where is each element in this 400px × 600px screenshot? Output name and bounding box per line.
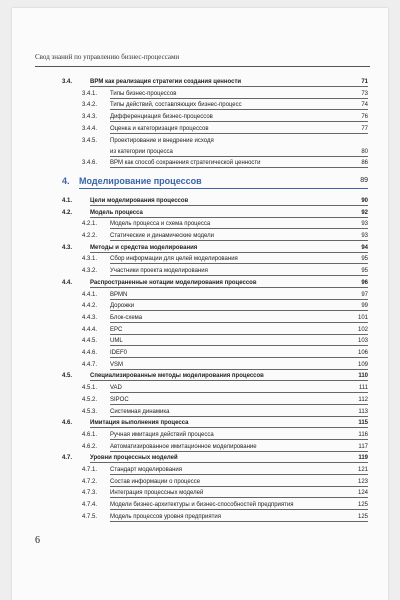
- toc-entry-number: 4.4.2.: [82, 303, 98, 310]
- toc-entry-title: EPC: [110, 326, 123, 333]
- toc-entry-title: BPM как способ сохранения стратегической ценности: [110, 160, 261, 167]
- toc-entry-page: 110: [358, 373, 368, 380]
- toc-entry-page: 125: [357, 502, 368, 509]
- toc-entry-number: 4.7.2.: [82, 478, 98, 485]
- toc-entry-title: Интеграция процессных моделей: [110, 490, 204, 497]
- toc-entry-title: Методы и средства моделирования: [90, 244, 198, 251]
- toc-leader-line: [110, 486, 368, 487]
- toc-entry-title: Модель процесса: [90, 209, 143, 216]
- toc-entry-page: 77: [361, 125, 368, 132]
- toc-entry-page: 102: [357, 326, 368, 333]
- toc-entry-page: 106: [357, 350, 368, 356]
- toc-leader-line: [90, 205, 368, 206]
- toc-entry-number: 4.4.3.: [82, 314, 98, 321]
- toc-entry-page: 93: [361, 221, 368, 228]
- toc-leader-line: [110, 404, 368, 405]
- toc-leader-line: [110, 310, 368, 311]
- toc-entry-page: 101: [357, 314, 368, 321]
- toc-entry-page: 119: [358, 455, 368, 462]
- toc-entry-page: 115: [358, 420, 368, 427]
- running-head: Свод знаний по управлению бизнес-процессами: [35, 53, 180, 61]
- toc-leader-line: [110, 299, 368, 300]
- toc-entry-number: 4.2.: [62, 209, 73, 216]
- toc-entry-page: 80: [361, 148, 368, 155]
- toc-leader-line: [90, 427, 368, 428]
- toc-entry-page: 117: [358, 443, 368, 450]
- toc-entry-title: Системная динамика: [110, 408, 170, 415]
- toc-leader-line: [110, 98, 368, 99]
- toc-entry-number: 4.2.1.: [82, 221, 98, 228]
- toc-entry-title: Моделирование процессов: [79, 175, 202, 186]
- toc-entry-number: 4.: [62, 175, 70, 186]
- toc-entry-title: Проектирование и внедрение исходя: [110, 137, 214, 144]
- toc-entry-page: 112: [358, 396, 368, 403]
- toc-entry-title: Дифференциация бизнес-процессов: [110, 114, 213, 121]
- toc-entry-title: Ручная имитация действий процесса: [110, 431, 214, 438]
- toc-entry-title: Модели бизнес-архитектуры и бизнес-способностей предприятия: [110, 502, 294, 509]
- toc-entry-number: 4.4.1.: [82, 291, 98, 298]
- toc-entry-page: 121: [357, 467, 368, 473]
- toc-entry-number: 3.4.: [62, 79, 73, 85]
- toc-entry-title: Блок-схема: [110, 314, 143, 321]
- toc-entry-page: 109: [357, 361, 368, 368]
- toc-entry-title: VAD: [110, 385, 122, 392]
- toc-entry-number: 4.7.: [62, 455, 73, 462]
- toc-entry-page: 123: [357, 478, 368, 485]
- toc-entry-number: 4.7.3.: [82, 490, 98, 497]
- toc-entry-title: Статические и динамические модели: [110, 233, 215, 239]
- toc-leader-line: [110, 369, 368, 370]
- toc-leader-line: [90, 217, 368, 218]
- toc-leader-line: [110, 474, 368, 475]
- toc-entry-page: 71: [361, 79, 368, 85]
- toc-leader-line: [110, 263, 368, 264]
- toc-entry-number: 4.4.7.: [82, 361, 98, 368]
- toc-entry-page: 103: [357, 338, 368, 345]
- toc-leader-line: [110, 334, 368, 335]
- toc-entry-page: 95: [361, 268, 368, 275]
- toc-entry-title: Дорожки: [110, 303, 135, 310]
- toc-entry-number: 3.4.3.: [82, 114, 98, 121]
- toc-leader-line: [110, 509, 368, 510]
- toc-entry-number: 4.1.: [62, 197, 73, 204]
- toc-entry-number: 4.7.4.: [82, 502, 98, 509]
- toc-entry-number: 4.6.2.: [82, 443, 98, 450]
- toc-entry-page: 76: [361, 114, 368, 121]
- toc-leader-line: [110, 109, 368, 110]
- toc-entry-title: Автоматизированное имитационное моделирование: [110, 443, 257, 450]
- page-number: 6: [35, 535, 40, 546]
- toc-entry-title: BPMN: [110, 291, 128, 298]
- toc-entry-title: SIPOC: [110, 396, 129, 403]
- header-rule: [35, 66, 370, 67]
- toc-leader-line: [110, 133, 368, 134]
- toc-entry-page: 94: [361, 244, 368, 251]
- toc-entry-title: Сбор информации для целей моделирования: [110, 256, 238, 263]
- toc-entry-title: Оценка и категоризация процессов: [110, 125, 209, 132]
- toc-leader-line: [110, 416, 368, 417]
- toc-leader-line: [110, 228, 368, 229]
- toc-entry-title: BPM как реализация стратегии создания ценности: [90, 79, 242, 85]
- toc-leader-line: [79, 188, 368, 189]
- toc-leader-line: [110, 439, 368, 440]
- toc-entry-number: 3.4.1.: [82, 90, 98, 97]
- toc-entry-page: 96: [361, 279, 368, 286]
- toc-entry-title: Участники проекта моделирования: [110, 268, 208, 275]
- toc-entry-page: 113: [358, 408, 368, 415]
- toc-entry-title: UML: [110, 338, 123, 345]
- toc-leader-line: [110, 357, 368, 358]
- toc-entry-number: 4.3.1.: [82, 256, 98, 263]
- toc-leader-line: [110, 121, 368, 122]
- toc-entry-page: 93: [361, 233, 368, 239]
- toc-entry-page: 116: [358, 431, 368, 438]
- toc-entry-title: Модель процесса и схема процесса: [110, 221, 211, 228]
- toc-entry-number: 4.4.5.: [82, 338, 98, 345]
- toc-entry-number: 4.3.: [62, 244, 73, 251]
- toc-leader-line: [110, 322, 368, 323]
- toc-entry-page: 99: [361, 303, 368, 310]
- toc-entry-page: 111: [358, 385, 368, 392]
- toc-entry-page: 73: [361, 90, 368, 97]
- toc-entry-number: 4.5.2.: [82, 396, 98, 403]
- toc-entry-number: 4.5.3.: [82, 408, 98, 415]
- toc-leader-line: [110, 451, 368, 452]
- toc-entry-title: Типы бизнес-процессов: [110, 90, 177, 97]
- toc-entry-number: 4.3.2.: [82, 268, 98, 275]
- toc-entry-number: 4.2.2.: [82, 233, 98, 239]
- toc-entry-title: Распространенные нотации моделирования процессов: [90, 279, 257, 286]
- toc-leader-line: [90, 252, 368, 253]
- toc-entry-number: 4.7.5.: [82, 513, 98, 520]
- toc-entry-title: Уровни процессных моделей: [90, 455, 178, 462]
- toc-entry-page: 74: [361, 102, 368, 109]
- toc-leader-line: [110, 240, 368, 241]
- toc-entry-number: 4.4.: [62, 279, 73, 286]
- toc-entry-number: 4.4.4.: [82, 326, 98, 333]
- toc-entry-title: Типы действий, составляющих бизнес-процесс: [110, 102, 242, 109]
- toc-leader-line: [110, 392, 368, 393]
- toc-entry-number: 4.7.1.: [82, 467, 98, 473]
- toc-entry-title: Специализированные методы моделирования процессов: [90, 373, 264, 380]
- toc-leader-line: [90, 380, 368, 381]
- toc-leader-line: [110, 497, 368, 498]
- toc-entry-page: 89: [360, 176, 368, 184]
- toc-leader-line: [90, 287, 368, 288]
- toc-entry-page: 86: [361, 160, 368, 167]
- toc-leader-line: [110, 275, 368, 276]
- toc-leader-line: [110, 167, 368, 168]
- book-page: [12, 8, 388, 600]
- toc-leader-line: [110, 521, 368, 522]
- toc-entry-title: Имитация выполнения процесса: [90, 420, 189, 427]
- toc-entry-number: 3.4.6.: [82, 160, 98, 167]
- toc-leader-line: [110, 345, 368, 346]
- toc-entry-number: 4.4.6.: [82, 350, 98, 356]
- toc-entry-page: 92: [361, 209, 368, 216]
- toc-entry-title: Цели моделирования процессов: [90, 197, 189, 204]
- toc-entry-page: 125: [357, 513, 368, 520]
- toc-entry-page: 90: [361, 197, 368, 204]
- toc-entry-number: 4.6.1.: [82, 431, 98, 438]
- toc-entry-page: 95: [361, 256, 368, 263]
- toc-entry-number: 4.5.: [62, 373, 73, 380]
- toc-leader-line: [90, 462, 368, 463]
- toc-entry-number: 3.4.2.: [82, 102, 98, 109]
- toc-entry-number: 4.6.: [62, 420, 73, 427]
- toc-entry-number: 4.5.1.: [82, 385, 98, 392]
- toc-entry-page: 97: [361, 291, 368, 298]
- toc-entry-title: IDEF0: [110, 350, 128, 356]
- toc-leader-line: [90, 86, 368, 87]
- toc-entry-title: VSM: [110, 361, 124, 368]
- toc-entry-title-continued: из категории процесса: [110, 148, 173, 155]
- toc-entry-title: Состав информации о процессе: [110, 478, 201, 485]
- toc-entry-title: Модель процессов уровня предприятия: [110, 513, 221, 520]
- toc-entry-page: 124: [357, 490, 368, 497]
- toc-entry-number: 3.4.5.: [82, 137, 98, 144]
- toc-entry-title: Стандарт моделирования: [110, 467, 182, 473]
- toc-leader-line: [110, 156, 368, 157]
- toc-entry-number: 3.4.4.: [82, 125, 98, 132]
